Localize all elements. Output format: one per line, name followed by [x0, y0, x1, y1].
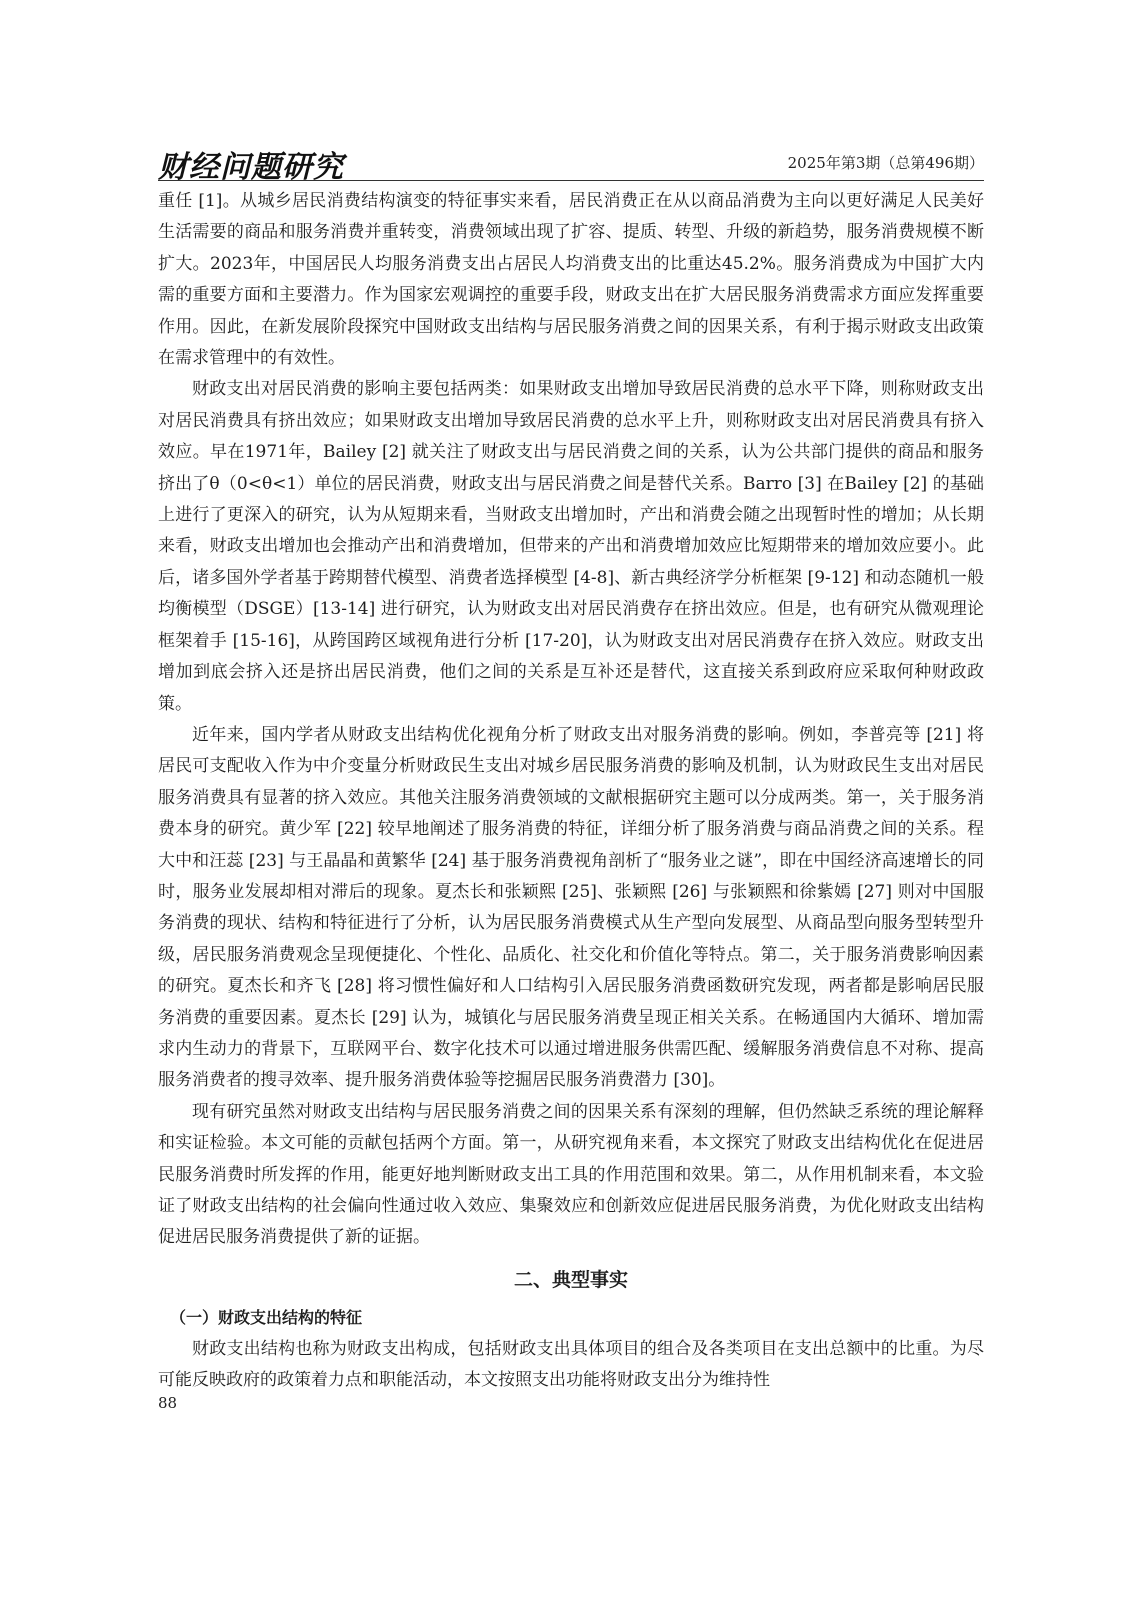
body-paragraph: 近年来，国内学者从财政支出结构优化视角分析了财政支出对服务消费的影响。例如，李普亮等 [21] 将居民可支配收入作为中介变量分析财政民生支出对城乡居民服务消费的影响及机制，认为财政民生支出对居民服务消费具有显著的挤入效应。其他关注服务消费领域的文献根据研究主题可以分成两类。第一，关于服务消费本身的研究。黄少军 [22] 较早地阐述了服务消费的特征，详细分析了服务消费与商品消费之间的关系。程大中和汪蕊 [23] 与王晶晶和黄繁华 [24] 基于服务消费视角剖析了“服务业之谜”，即在中国经济高速增长的同时，服务业发展却相对滞后的现象。夏杰长和张颖熙 [25]、张颖熙 [26] 与张颖熙和徐紫嫣 [27] 则对中国服务消费的现状、结构和特征进行了分析，认为居民服务消费模式从生产型向发展型、从商品型向服务型转型升级，居民服务消费观念呈现便捷化、个性化、品质化、社交化和价值化等特点。第二，关于服务消费影响因素的研究。夏杰长和齐飞 [28] 将习惯性偏好和人口结构引入居民服务消费函数研究发现，两者都是影响居民服务消费的重要因素。夏杰长 [29] 认为，城镇化与居民服务消费呈现正相关关系。在畅通国内大循环、增加需求内生动力的背景下，互联网平台、数字化技术可以通过增进服务供需匹配、缓解服务消费信息不对称、提高服务消费者的搜寻效率、提升服务消费体验等挖掘居民服务消费潜力 [30]。: [158, 724, 984, 1091]
running-header: [158, 140, 984, 185]
body-paragraph: 重任 [1]。从城乡居民消费结构演变的特征事实来看，居民消费正在从以商品消费为主向以更好满足人民美好生活需要的商品和服务消费并重转变，消费领域出现了扩容、提质、转型、升级的新趋势，服务消费规模不断扩大。2023年，中国居民人均服务消费支出占居民人均消费支出的比重达45.2%。服务消费成为中国扩大内需的重要方面和主要潜力。作为国家宏观调控的重要手段，财政支出在扩大居民服务消费需求方面应发挥重要作用。因此，在新发展阶段探究中国财政支出结构与居民服务消费之间的因果关系，有利于揭示财政支出政策在需求管理中的有效性。: [158, 191, 984, 369]
article-body: [158, 186, 984, 1397]
header-rule: [158, 180, 984, 181]
body-paragraph: 财政支出对居民消费的影响主要包括两类：如果财政支出增加导致居民消费的总水平下降，则称财政支出对居民消费具有挤出效应；如果财政支出增加导致居民消费的总水平上升，则称财政支出对居民消费具有挤入效应。早在1971年，Bailey [2] 就关注了财政支出与居民消费之间的关系，认为公共部门提供的商品和服务挤出了θ（0<θ<1）单位的居民消费，财政支出与居民消费之间是替代关系。Barro [3] 在Bailey [2] 的基础上进行了更深入的研究，认为从短期来看，当财政支出增加时，产出和消费会随之出现暂时性的增加；从长期来看，财政支出增加也会推动产出和消费增加，但带来的产出和消费增加效应比短期带来的增加效应要小。此后，诸多国外学者基于跨期替代模型、消费者选择模型 [4-8]、新古典经济学分析框架 [9-12] 和动态随机一般均衡模型（DSGE）[13-14] 进行研究，认为财政支出对居民消费存在挤出效应。但是，也有研究从微观理论框架着手 [15-16]，从跨国跨区域视角进行分析 [17-20]，认为财政支出对居民消费存在挤入效应。财政支出增加到底会挤入还是挤出居民消费，他们之间的关系是互补还是替代，这直接关系到政府应采取何种财政政策。: [158, 379, 984, 714]
section-heading: 二、典型事实: [513, 1268, 628, 1291]
page-number: 88: [158, 1394, 178, 1412]
journal-logo: 财经问题研究: [158, 150, 344, 185]
body-paragraph: 现有研究虽然对财政支出结构与居民服务消费之间的因果关系有深刻的理解，但仍然缺乏系统的理论解释和实证检验。本文可能的贡献包括两个方面。第一，从研究视角来看，本文探究了财政支出结构优化在促进居民服务消费时所发挥的作用，能更好地判断财政支出工具的作用范围和效果。第二，从作用机制来看，本文验证了财政支出结构的社会偏向性通过收入效应、集聚效应和创新效应促进居民服务消费，为优化财政支出结构促进居民服务消费提供了新的证据。: [158, 1101, 984, 1248]
subsection-heading: （一）财政支出结构的特征: [170, 1307, 363, 1327]
issue-info: 2025年第3期（总第496期）: [787, 154, 984, 172]
body-paragraph: 财政支出结构也称为财政支出构成，包括财政支出具体项目的组合及各类项目在支出总额中的比重。为尽可能反映政府的政策着力点和职能活动，本文按照支出功能将财政支出分为维持性: [158, 1338, 984, 1391]
